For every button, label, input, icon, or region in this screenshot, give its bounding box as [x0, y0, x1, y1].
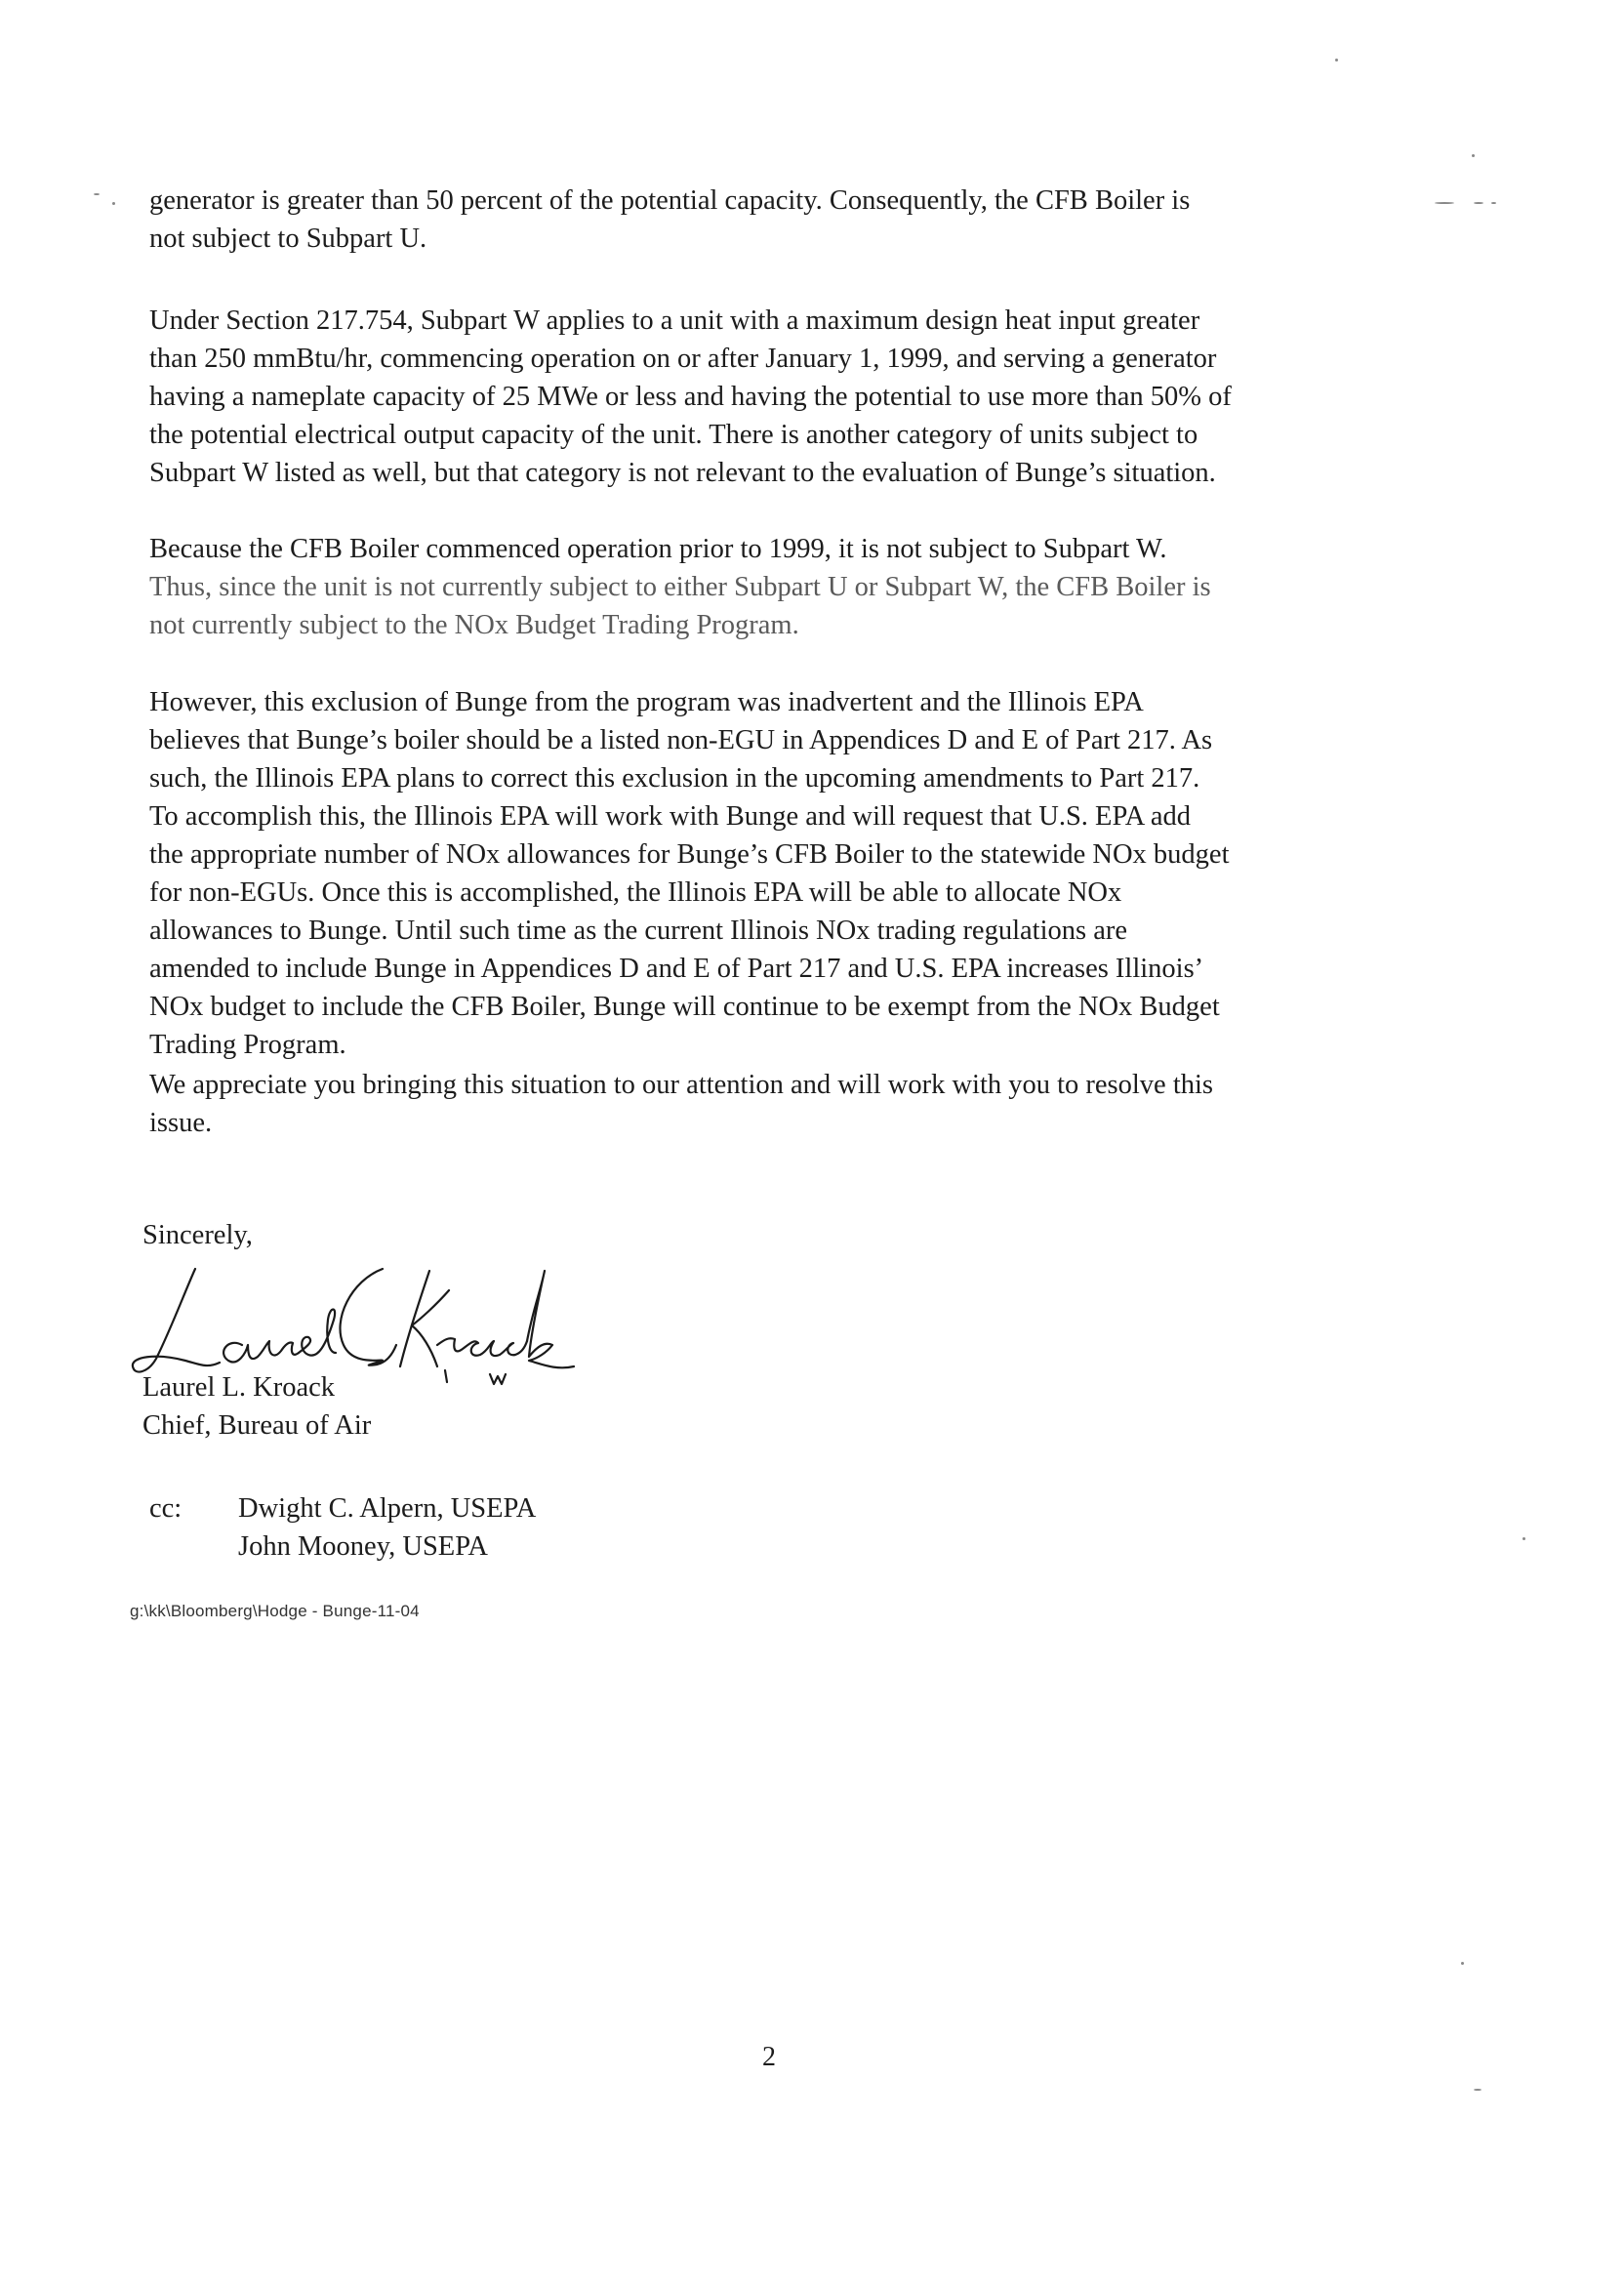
paragraph-line: issue.: [149, 1108, 213, 1138]
paragraph-1: [149, 182, 1447, 258]
paragraph-line: However, this exclusion of Bunge from the program was inadvertent and the Illinois EPA: [149, 687, 1144, 717]
paragraph-line: the appropriate number of NOx allowances for Bunge’s CFB Boiler to the statewide NOx budget: [149, 839, 1230, 870]
scan-speck: [1335, 59, 1338, 61]
paragraph-line: Because the CFB Boiler commenced operation prior to 1999, it is not subject to Subpart W.: [149, 534, 1167, 564]
paragraph-line: Trading Program.: [149, 1030, 346, 1060]
paragraph-line: the potential electrical output capacity of the unit. There is another category of units subject to: [149, 420, 1198, 450]
scan-speck: [1461, 1962, 1464, 1965]
paragraph-line: We appreciate you bringing this situation to our attention and will work with you to resolve this: [149, 1070, 1214, 1100]
paragraph-line: Thus, since the unit is not currently subject to either Subpart U or Subpart W, the CFB Boiler is: [149, 572, 1211, 602]
paragraph-line: for non-EGUs. Once this is accomplished, the Illinois EPA will be able to allocate NOx: [149, 877, 1122, 908]
closing-salutation: Sincerely,: [142, 1220, 253, 1250]
cc-label: cc:: [149, 1493, 183, 1524]
paragraph-line: having a nameplate capacity of 25 MWe or less and having the potential to use more than 50% of: [149, 382, 1232, 412]
scan-speck: [1491, 202, 1496, 204]
paragraph-line: NOx budget to include the CFB Boiler, Bunge will continue to be exempt from the NOx Budget: [149, 992, 1220, 1022]
paragraph-line: believes that Bunge’s boiler should be a listed non-EGU in Appendices D and E of Part 217. As: [149, 725, 1213, 755]
cc-recipients: [238, 1489, 536, 1566]
paragraph-line: Subpart W listed as well, but that category is not relevant to the evaluation of Bunge’s situation.: [149, 458, 1216, 488]
paragraph-line: generator is greater than 50 percent of the potential capacity. Consequently, the CFB Boiler is: [149, 185, 1191, 216]
paragraph-line: allowances to Bunge. Until such time as the current Illinois NOx trading regulations are: [149, 916, 1127, 946]
paragraph-line: such, the Illinois EPA plans to correct this exclusion in the upcoming amendments to Part 217.: [149, 763, 1200, 794]
signer-name: Laurel L. Kroack: [142, 1372, 336, 1403]
cc-recipient: Dwight C. Alpern, USEPA: [238, 1493, 537, 1524]
paragraph-4: [149, 683, 1447, 1064]
scan-speck: [112, 202, 115, 205]
paragraph-line: amended to include Bunge in Appendices D and E of Part 217 and U.S. EPA increases Illinois’: [149, 954, 1204, 984]
paragraph-3: [149, 530, 1447, 644]
scan-speck: [1474, 202, 1483, 204]
paragraph-2: [149, 302, 1447, 492]
scan-speck: [1474, 2089, 1482, 2091]
paragraph-line: than 250 mmBtu/hr, commencing operation on or after January 1, 1999, and serving a generator: [149, 344, 1217, 374]
paragraph-line: Under Section 217.754, Subpart W applies to a unit with a maximum design heat input greater: [149, 306, 1200, 336]
scan-speck: [1472, 154, 1475, 157]
paragraph-5: [149, 1066, 1447, 1142]
paragraph-line: not subject to Subpart U.: [149, 224, 427, 254]
page-number: 2: [762, 2042, 776, 2072]
scan-speck: [94, 193, 100, 195]
cc-recipient: John Mooney, USEPA: [238, 1531, 489, 1562]
file-path-reference: g:\kk\Bloomberg\Hodge - Bunge-11-04: [130, 1602, 420, 1620]
scan-speck: [1522, 1537, 1525, 1540]
paragraph-line: To accomplish this, the Illinois EPA will work with Bunge and will request that U.S. EPA add: [149, 801, 1191, 832]
signer-title: Chief, Bureau of Air: [142, 1410, 372, 1441]
paragraph-line: not currently subject to the NOx Budget Trading Program.: [149, 610, 799, 640]
